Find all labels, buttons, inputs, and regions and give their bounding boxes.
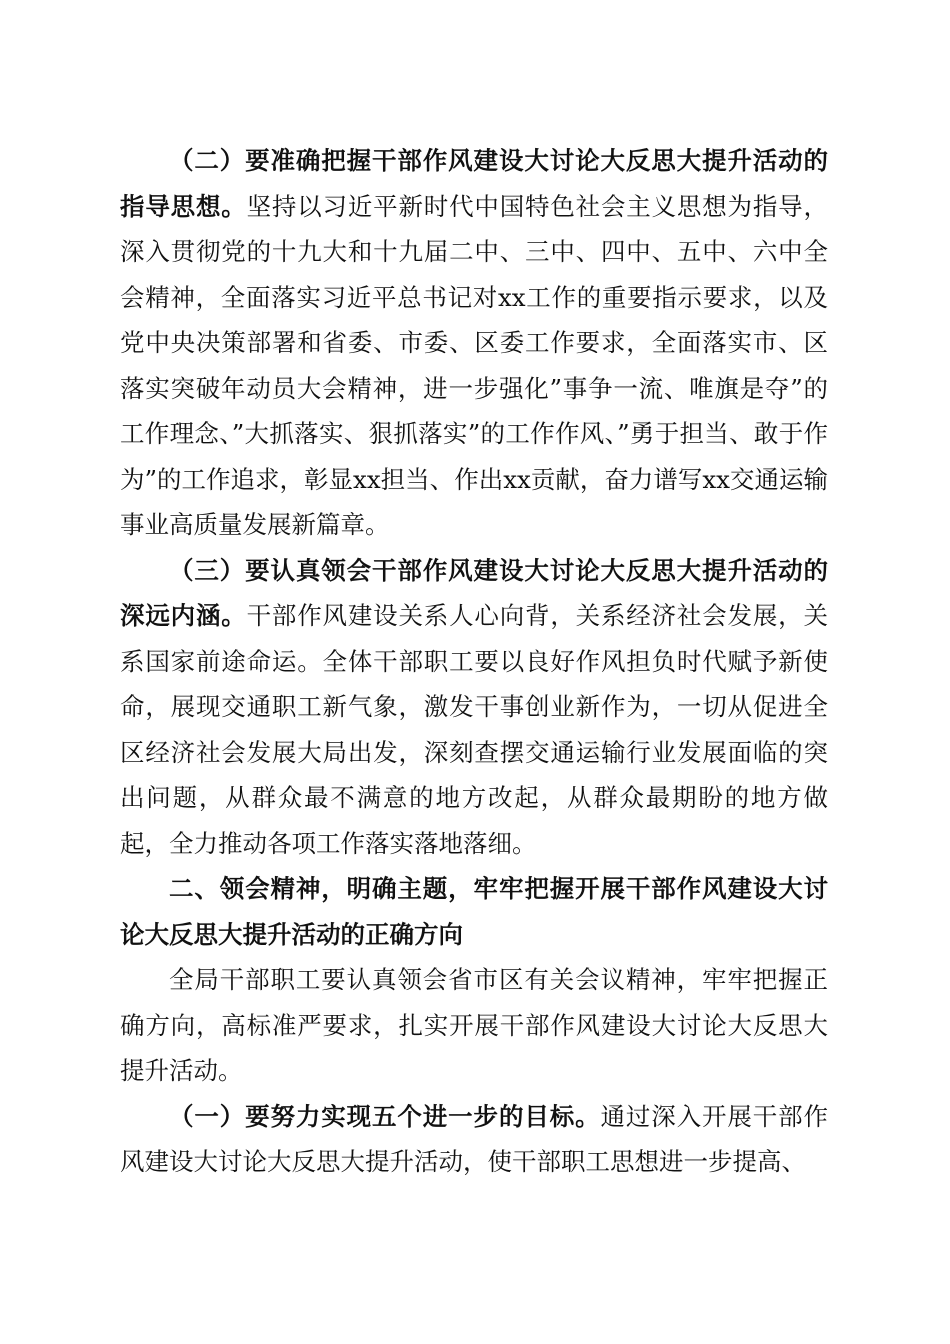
paragraph-body: 通过深入开展干部作风建设大讨论大反思大提升活动，使干部职工思想进一步提高、: [120, 1101, 829, 1176]
paragraph-lead: （三）要认真领会干部作风建设大讨论大反思大提升活动的深远内涵。: [120, 555, 828, 630]
paragraph-body: 坚持以习近平新时代中国特色社会主义思想为指导，深入贯彻党的十九大和十九届二中、三中、四中、五中、六中全会精神，全面落实习近平总书记对xx工作的重要指示要求，以及党中央决策部署和省委、市委、区委工作要求，全面落实市、区落实突破年动员大会精神，进一步强化”事争一流、唯旗是夺”的工作理念、”大抓落实、狠抓落实”的工作作风、”勇于担当、敢于作为”的工作追求，彰显xx担当、作出xx贡献，奋力谱写xx交通运输事业高质量发展新篇章。: [120, 191, 829, 539]
paragraph-goals: [120, 1094, 828, 1185]
section-heading: 二、领会精神，明确主题，牢牢把握开展干部作风建设大讨论大反思大提升活动的正确方向: [120, 874, 828, 949]
paragraph-connotation: [120, 548, 828, 867]
paragraph-lead: （二）要准确把握干部作风建设大讨论大反思大提升活动的指导思想。: [120, 146, 828, 221]
paragraph-body: 干部作风建设关系人心向背，关系经济社会发展，关系国家前途命运。全体干部职工要以良好作风担负时代赋予新使命，展现交通职工新气象，激发干事创业新作为，一切从促进全区经济社会发展大局出发，深刻查摆交通运输行业发展面临的突出问题，从群众最不满意的地方改起，从群众最期盼的地方做起，全力推动各项工作落实落地落细。: [120, 601, 829, 858]
document-body: [120, 138, 828, 1185]
paragraph-guiding-thought: [120, 138, 828, 548]
paragraph-lead: （一）要努力实现五个进一步的目标。: [169, 1101, 601, 1131]
paragraph-intro: 全局干部职工要认真领会省市区有关会议精神，牢牢把握正确方向，高标准严要求，扎实开展干部作风建设大讨论大反思大提升活动。: [120, 965, 828, 1085]
